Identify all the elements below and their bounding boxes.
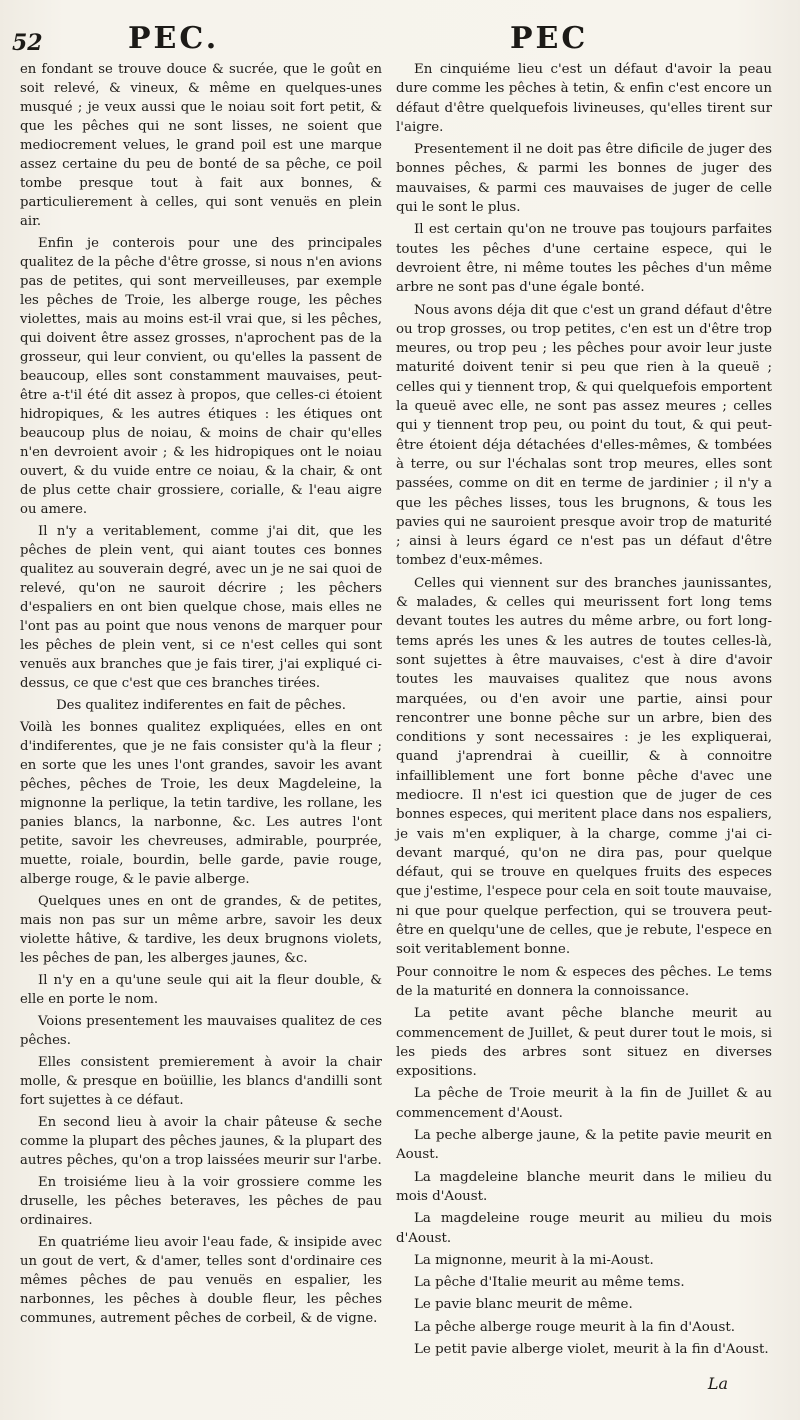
paragraph: En quatriéme lieu avoir l'eau fade, & insipide avec un gout de vert, & d'amer, telles sont d'ordinaire ces mêmes pêches de pau venuës en espalier, les narbonnes, les pêches à double fleur, les pêches communes, autrement pêches de corbeil, & de vigne. — [20, 1235, 382, 1326]
paragraph: Il est certain qu'on ne trouve pas toujours parfaites toutes les pêches d'une certaine espece, qui le devroient être, ni même toutes les pêches d'un même arbre ne sont pas d'une égale bonté. — [396, 222, 772, 296]
running-header-left: PEC. — [128, 21, 220, 56]
paragraph: La magdeleine rouge meurit au milieu du mois d'Aoust. — [396, 1211, 772, 1246]
paragraph: La mignonne, meurit à la mi-Aoust. — [414, 1252, 654, 1268]
paragraph: Pour connoitre le nom & especes des pêches. Le tems de la maturité en donnera la connoissance. — [396, 964, 772, 999]
paragraph: En troisiéme lieu à la voir grossiere comme les druselle, les pêches beteraves, les pêches de pau ordinaires. — [20, 1175, 382, 1228]
right-column — [396, 60, 772, 1362]
catchword: La — [707, 1374, 728, 1393]
paragraph: Il n'y en a qu'une seule qui ait la fleur double, & elle en porte le nom. — [20, 973, 382, 1007]
paragraph: Celles qui viennent sur des branches jaunissantes, & malades, & celles qui meurissent fort long tems devant toutes les autres du même arbre, ou fort long-tems aprés les unes & les autres de toutes celles-là, sont sujettes à être mauvaises, c'est à dire d'avoir toutes les mauvaises qualitez que nous avons marquées, ou d'en avoir une partie, ainsi pour rencontrer une bonne pêche sur un arbre, bien des conditions y sont necessaires : je les expliquerai, quand j'aprendrai à cueillir, & à connoitre infailliblement une fort bonne pêche d'avec une mediocre. Il n'est ici question que de juger de ces bonnes especes, qui meritent place dans nos espaliers, je vais m'en expliquer, à la charge, comme j'ai ci-devant marqué, qu'on ne dira pas, pour quelque défaut, qui se trouve en quelques fruits des especes que j'estime, l'espece pour cela en soit toute mauvaise, ni que pour quelque perfection, qui se trouvera peut-être en quelqu'une de celles, que je rebute, l'espece en soit veritablement bonne. — [396, 575, 772, 958]
running-header-right: PEC — [510, 21, 589, 56]
paragraph: Voions presentement les mauvaises qualitez de ces pêches. — [20, 1014, 382, 1048]
paragraph: Il n'y a veritablement, comme j'ai dit, que les pêches de plein vent, qui aiant toutes ces bonnes qualitez au souverain degré, avec un je ne sai quoi de relevé, qu'on ne sauroit décrire ; les pêchers d'espaliers en ont bien quelque chose, mais elles ne l'ont pas au point que nous venons de marquer pour les pêches de plein vent, si ce n'est celles qui sont venuës aux branches que je fais tirer, j'ai expliqué ci-dessus, ce que c'est que ces branches tirées. — [20, 524, 382, 691]
paragraph: La magdeleine blanche meurit dans le milieu du mois d'Aoust. — [396, 1169, 772, 1204]
paragraph: Le pavie blanc meurit de même. — [414, 1297, 633, 1313]
paragraph: Voilà les bonnes qualitez expliquées, elles en ont d'indiferentes, que je ne fais consister qu'à la fleur ; en sorte que les unes l'ont grandes, savoir les avant pêches, pêches de Troie, les deux Magdeleine, la mignonne la perlique, la tetin tardive, les rollane, les panies blancs, la narbonne, &c. Les autres l'ont petite, savoir les chevreuses, admirable, pourprée, muette, roiale, bourdin, belle garde, pavie rouge, alberge rouge, & le pavie alberge. — [20, 720, 382, 887]
paragraph: La pêche alberge rouge meurit à la fin d'Aoust. — [414, 1319, 735, 1335]
paragraph: Quelques unes en ont de grandes, & de petites, mais non pas sur un même arbre, savoir les deux violette hâtive, & tardive, les deux brugnons violets, les pêches de pan, les alberges jaunes, &c. — [20, 894, 382, 966]
paragraph: La peche alberge jaune, & la petite pavie meurit en Aoust. — [396, 1128, 772, 1163]
paragraph: en fondant se trouve douce & sucrée, que le goût en soit relevé, & vineux, & même en quelques-unes musqué ; je veux aussi que le noiau soit fort petit, & que les pêches qui ne sont lisses, ne soient que mediocrement velues, le grand poil est une marque assez certaine du peu de bonté de sa pêche, ce poil tombe presque tout à fait aux bonnes, & particulierement à celles, qui sont venuës en plein air. — [20, 62, 382, 229]
paragraph: Le petit pavie alberge violet, meurit à la fin d'Aoust. — [414, 1342, 769, 1357]
paragraph: Elles consistent premierement à avoir la chair molle, & presque en boüillie, les blancs d'andilli sont fort sujettes à ce défaut. — [20, 1055, 382, 1108]
paragraph: Enfin je conterois pour une des principales qualitez de la pêche d'être grosse, si nous n'en avions pas de petites, qui sont merveilleuses, par exemple les pêches de Troie, les alberge rouge, les pêches violettes, mais au moins est-il vrai que, si les pêches, qui doivent être assez grosses, n'aprochent pas de la grosseur, qui leur convient, ou qu'elles la passent de beaucoup, elles sont constamment mauvaises, peut-être a-t'il été dit assez à propos, que celles-ci étoient hidropiques, & les autres étiques : les étiques ont beaucoup plus de noiau, & moins de chair qu'elles n'en devroient avoir ; & les hidropiques ont le noiau ouvert, & du vuide entre ce noiau, & la chair, & ont de plus cette chair grossiere, corialle, & l'eau aigre ou amere. — [20, 236, 382, 517]
paragraph: La pêche d'Italie meurit au même tems. — [414, 1275, 685, 1291]
paragraph: En cinquiéme lieu c'est un défaut d'avoir la peau dure comme les pêches à tetin, & enfin c'est encore un défaut d'être quelquefois livineuses, qu'elles tirent sur l'aigre. — [396, 62, 772, 135]
page-number: 52 — [12, 30, 43, 56]
paragraph: La pêche de Troie meurit à la fin de Juillet & au commencement d'Aoust. — [396, 1086, 772, 1121]
paragraph: Presentement il ne doit pas être dificile de juger des bonnes pêches, & parmi les bonnes de juger des mauvaises, & parmi ces mauvaises de juger de celle qui le sont le plus. — [396, 142, 772, 216]
paragraph: La petite avant pêche blanche meurit au commencement de Juillet, & peut durer tout le mois, si les pieds des arbres sont situez en diverses expositions. — [396, 1006, 772, 1080]
paragraph: En second lieu à avoir la chair pâteuse & seche comme la plupart des pêches jaunes, & la plupart des autres pêches, qu'on a trop laissées meurir sur l'arbe. — [20, 1115, 382, 1168]
left-column — [20, 60, 382, 1331]
paragraph: Nous avons déja dit que c'est un grand défaut d'être ou trop grosses, ou trop petites, c'en est un d'être trop meures, ou trop peu ; les pêches pour avoir leur juste maturité doivent tenir si peu que rien à la queuë ; celles qui y tiennent trop, & qui quelquefois emportent la queuë avec elle, ne sont pas assez meures ; celles qui y tiennent trop peu, ou point du tout, & qui peut-être étoient déja détachées d'elles-mêmes, & tombées à terre, ou sur l'échalas sont trop meures, elles sont passées, comme on dit en terme de jardinier ; il n'y a que les pêches lisses, tous les brugnons, & tous les pavies qui ne sauroient presque avoir trop de maturité ; ainsi à leurs égard ce n'est pas un défaut d'être tombez d'eux-mêmes. — [396, 302, 772, 569]
section-heading: Des qualitez indiferentes en fait de pêches. — [56, 698, 346, 713]
